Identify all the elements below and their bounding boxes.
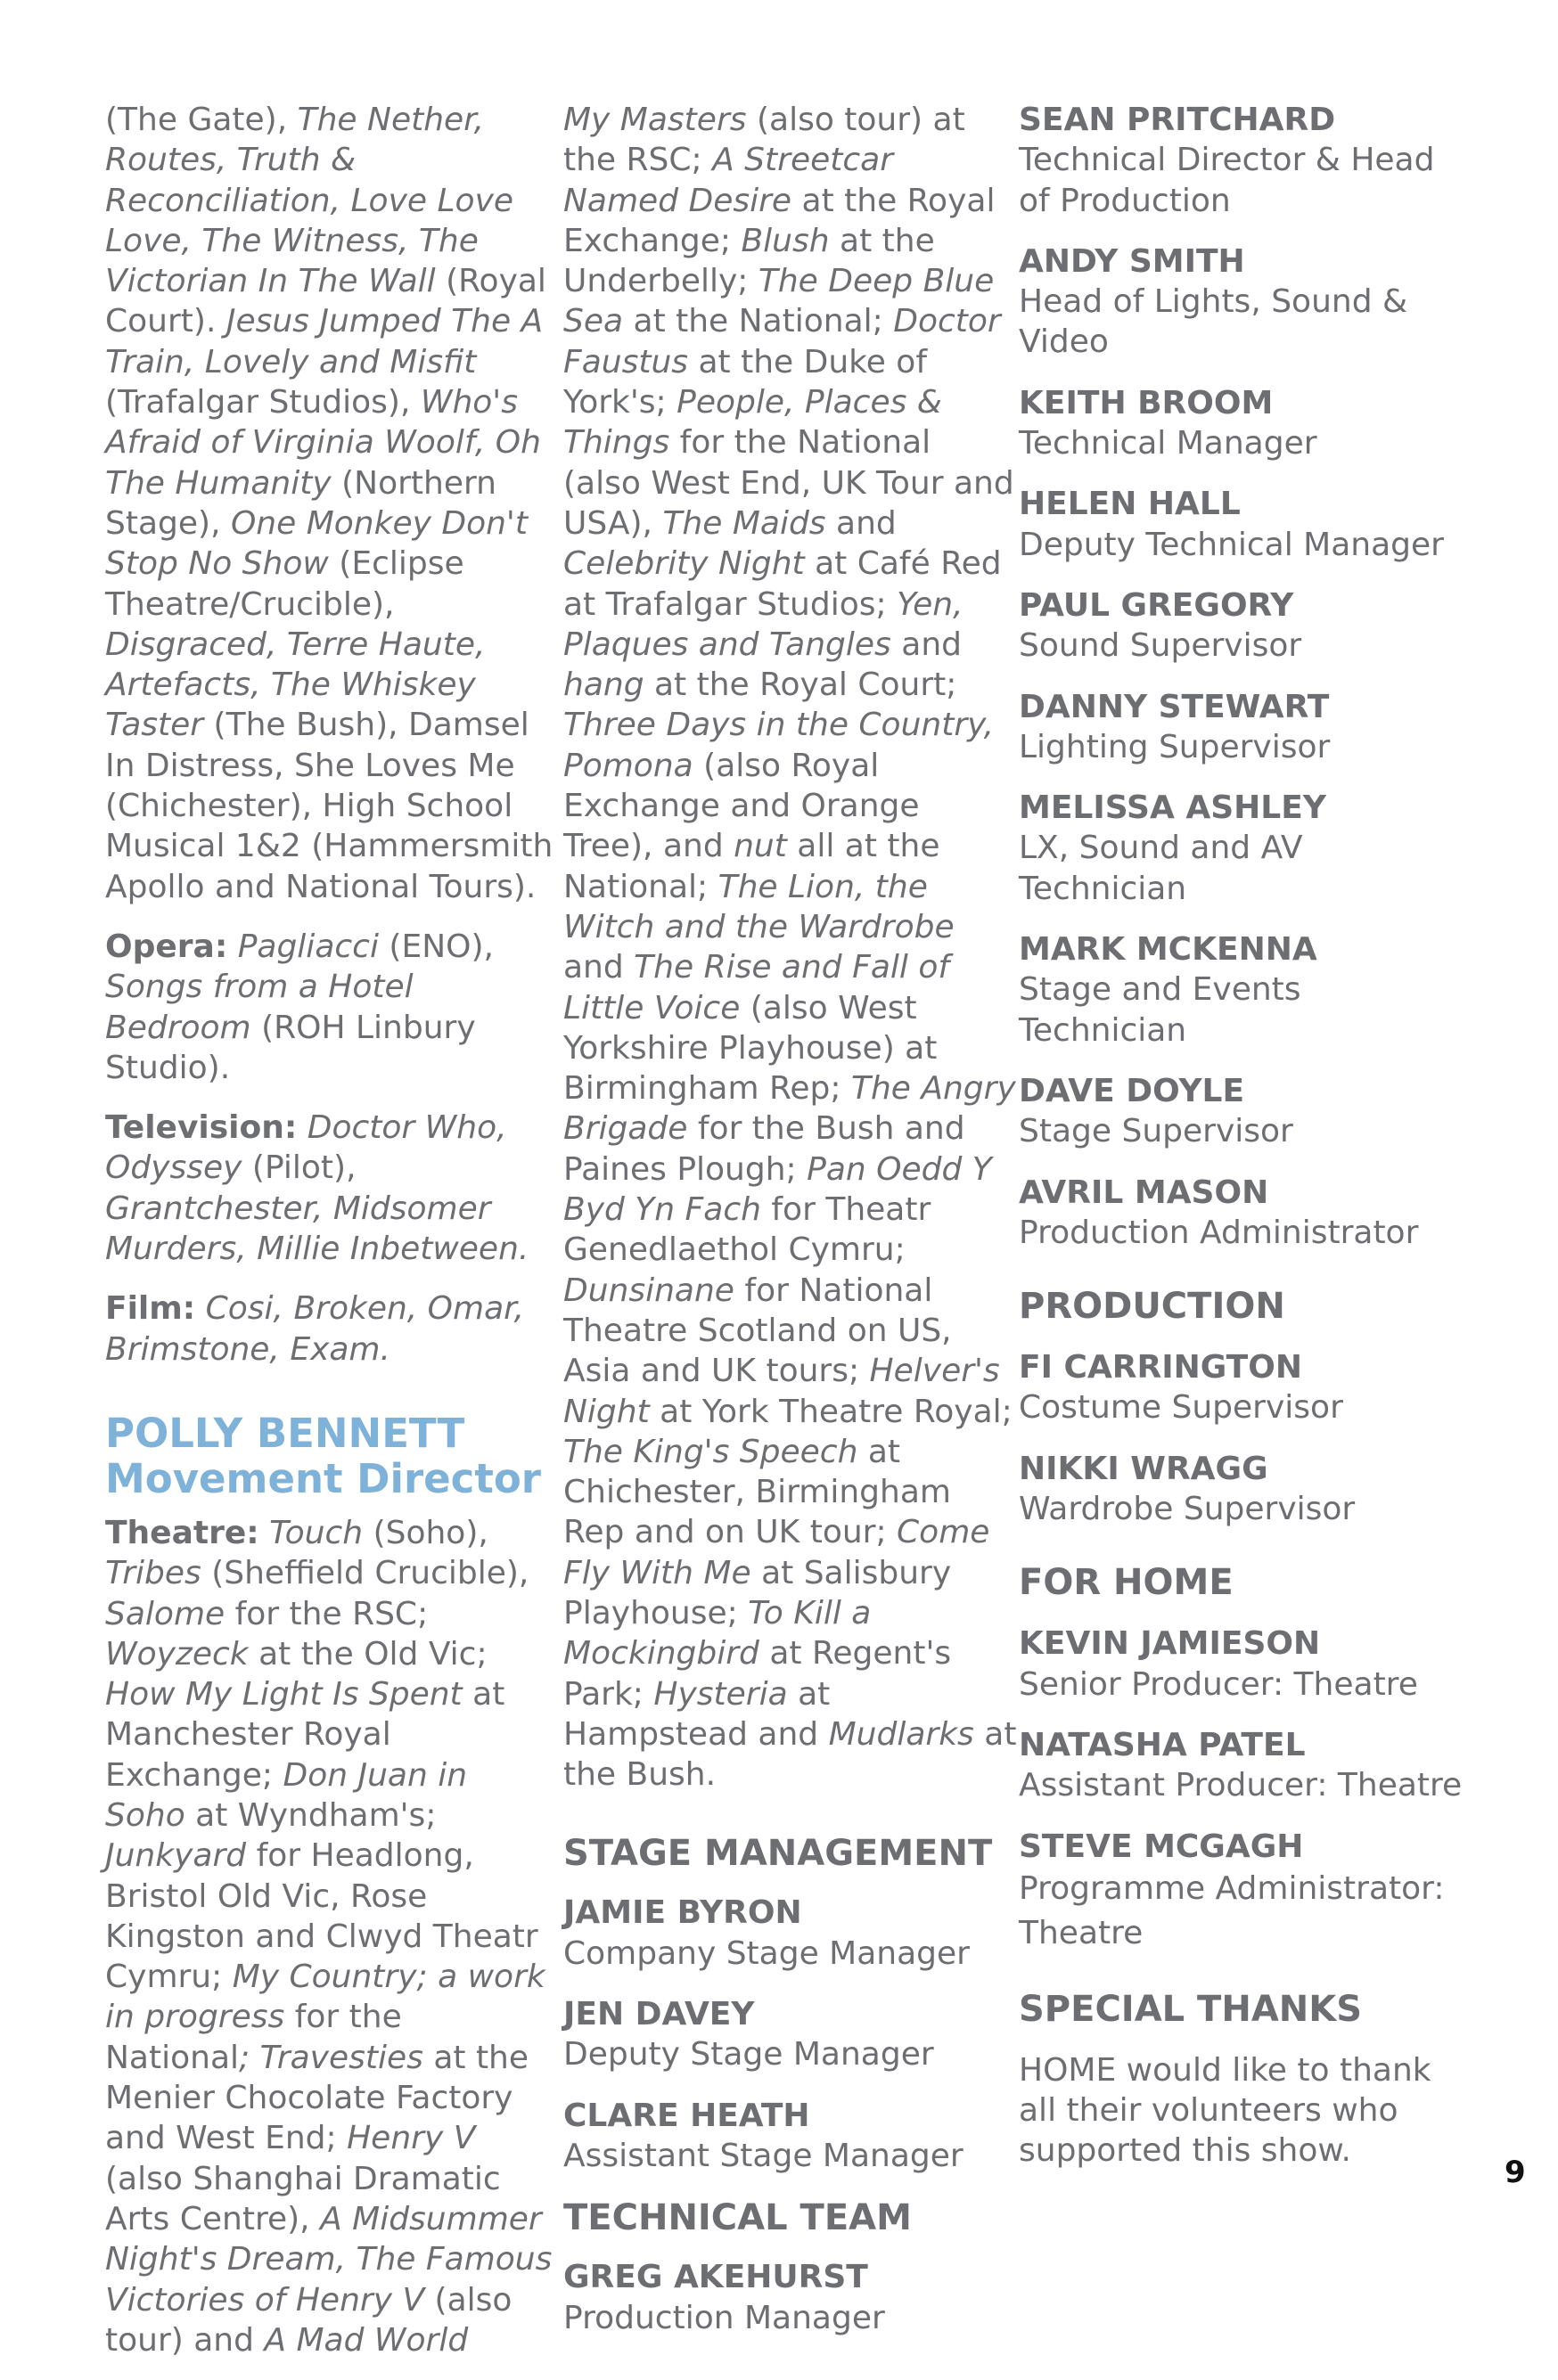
credit-text: at Manchester Royal Exchange; — [105, 1676, 505, 1794]
staff-role: Stage Supervisor — [1019, 1113, 1293, 1150]
staff-role: Deputy Technical Manager — [1019, 526, 1444, 563]
credit-text: (Trafalgar Studios), — [105, 384, 421, 421]
staff-role: Programme Administrator: Theatre — [1019, 1869, 1445, 1951]
credit-text: at Café Red at Trafalgar Studios; — [563, 545, 1002, 623]
credit-title: Blush — [741, 222, 830, 259]
staff-role: Company Stage Manager — [563, 1934, 970, 1972]
credit-title: The King's Speech — [563, 1433, 858, 1470]
staff-role: Stage and Events Technician — [1019, 971, 1301, 1049]
credit-text: for National Theatre Scotland on US, Asia and UK tours; — [563, 1272, 952, 1390]
credit-title: Woyzeck — [105, 1635, 249, 1673]
credit-title: Salome — [105, 1595, 226, 1632]
staff-entry — [1019, 585, 1469, 667]
staff-role: Deputy Stage Manager — [563, 2036, 934, 2073]
staff-role: Costume Supervisor — [1019, 1389, 1343, 1427]
staff-entry — [1019, 1827, 1469, 1956]
column-3 — [1019, 100, 1469, 2171]
credit-title: hang — [563, 667, 644, 704]
staff-entry — [1019, 929, 1469, 1051]
credit-text: (also tour) and — [105, 2281, 512, 2359]
staff-name: HELEN HALL — [1019, 486, 1241, 523]
credit-text: at Regent's Park; — [563, 1635, 952, 1713]
staff-name: JEN DAVEY — [563, 1996, 755, 2033]
credit-text: for the National (also West End, UK Tour and USA), — [563, 424, 1014, 542]
staff-name: AVRIL MASON — [1019, 1174, 1269, 1211]
credit-text: (Royal Court). — [105, 263, 546, 340]
staff-entry — [563, 2096, 1018, 2177]
credit-title: The Nether, Routes, Truth & Reconciliation, Love Love Love, The Witness, The Victorian In The Wall — [105, 102, 514, 300]
credit-title: The Rise and Fall of Little Voice — [563, 949, 950, 1026]
credit-text: for the Bush and Paines Plough; — [563, 1110, 965, 1188]
credit-title: The Deep Blue Sea — [563, 263, 995, 340]
credit-text: at Salisbury Playhouse; — [563, 1554, 952, 1632]
credit-text: for Theatr Genedlaethol Cymru; — [563, 1191, 931, 1269]
special-thanks-section — [1019, 1988, 1469, 2171]
theatre-credits — [105, 1513, 555, 2360]
staff-role: Assistant Producer: Theatre — [1019, 1767, 1463, 1804]
credit-title: A Streetcar Named Desire — [563, 142, 894, 219]
credit-text: for the National — [105, 1999, 402, 2076]
credit-label: Television: — [105, 1109, 298, 1147]
credit-text: at the Menier Chocolate Factory and West End; — [105, 2039, 529, 2157]
credit-text — [259, 1515, 269, 1551]
credit-text: at the Royal Exchange; — [563, 182, 996, 259]
credit-title: A Mad World — [264, 2321, 469, 2359]
staff-entry — [1019, 383, 1469, 464]
person-heading — [105, 1411, 555, 1501]
staff-name: MARK MCKENNA — [1019, 931, 1317, 969]
credit-text: (The Gate), — [105, 102, 298, 138]
credit-title: Pan Oedd Y Byd Yn Fach — [563, 1150, 992, 1229]
credit-text: (Northern Stage), — [105, 464, 496, 542]
staff-entry — [1019, 788, 1469, 909]
credit-title: The Maids — [662, 504, 826, 542]
staff-name: KEITH BROOM — [1019, 384, 1274, 421]
credit-text: (Eclipse Theatre/Crucible), — [105, 545, 464, 623]
staff-role: Production Administrator — [1019, 1214, 1419, 1251]
credit-text: at Chichester, Birmingham Rep and on UK tour; — [563, 1433, 951, 1551]
person-name: POLLY BENNETT — [105, 1409, 465, 1457]
credit-title: Helver's Night — [563, 1353, 1000, 1430]
credit-label: Theatre: — [105, 1514, 259, 1551]
section-heading: PRODUCTION — [1019, 1286, 1285, 1328]
credit-title: My Masters — [563, 102, 747, 138]
staff-role: Technical Manager — [1019, 425, 1317, 462]
stage-management-section — [563, 1832, 1018, 2176]
staff-entry — [1019, 100, 1469, 221]
for-home-section — [1019, 1561, 1469, 1955]
credit-title: Come Fly With Me — [563, 1514, 990, 1591]
staff-entry — [1019, 1623, 1469, 1705]
staff-entry — [1019, 1449, 1469, 1530]
person-role: Movement Director — [105, 1454, 541, 1502]
credit-text — [297, 1109, 307, 1146]
credit-title: Songs from a Hotel Bedroom — [105, 969, 414, 1046]
credit-title: Hysteria — [653, 1675, 788, 1713]
film-credits — [105, 1288, 555, 1370]
opera-credits — [105, 927, 555, 1088]
credit-title: Henry V — [347, 2120, 476, 2157]
credit-text: at the National; — [623, 303, 894, 340]
staff-entry — [1019, 484, 1469, 565]
credit-text: and — [890, 626, 962, 663]
credit-title: ; Travesties — [239, 2039, 423, 2076]
credit-text: and — [825, 504, 897, 542]
staff-entry — [563, 2257, 1018, 2338]
staff-role: Wardrobe Supervisor — [1019, 1491, 1356, 1528]
credit-title: Grantchester, Midsomer Murders, Millie Inbetween. — [105, 1190, 529, 1268]
section-heading: TECHNICAL TEAM — [563, 2197, 912, 2239]
production-section — [1019, 1285, 1469, 1529]
staff-name: NIKKI WRAGG — [1019, 1450, 1268, 1487]
staff-name: SEAN PRITCHARD — [1019, 102, 1336, 138]
credit-title: Pagliacci — [237, 928, 379, 965]
special-thanks-text: HOME would like to thank all their volunteers who supported this show. — [1019, 2051, 1431, 2170]
credit-title: nut — [734, 828, 787, 865]
credit-title: Cosi, Broken, Omar, Brimstone, Exam. — [105, 1290, 525, 1368]
credit-text: (ENO), — [378, 928, 494, 965]
credit-text: for the RSC; — [225, 1595, 429, 1632]
credit-text: at the Underbelly; — [563, 222, 935, 300]
credit-text: (Sheffield Crucible), — [201, 1555, 529, 1592]
staff-role: Head of Lights, Sound & Video — [1019, 283, 1408, 361]
staff-name: STEVE MCGAGH — [1019, 1828, 1304, 1865]
credit-title: Disgraced, Terre Haute, Artefacts, The Whiskey Taster — [105, 626, 486, 744]
credit-title: To Kill a Mockingbird — [563, 1594, 872, 1673]
credit-text: (Soho), — [363, 1514, 488, 1551]
credits-continued — [563, 100, 1018, 1795]
staff-name: JAMIE BYRON — [563, 1894, 802, 1932]
staff-role: Sound Supervisor — [1019, 627, 1302, 665]
credit-text: at the Old Vic; — [248, 1635, 488, 1673]
credit-label: Opera: — [105, 928, 228, 965]
credit-title: Jesus Jumped The A Train, Lovely and Misfit — [105, 303, 544, 380]
credit-text: (The Bush), Damsel In Distress, She Loves Me (Chichester), High School Musical 1&2 (Hammersmith Apollo and National Tours). — [105, 707, 554, 905]
column-1 — [105, 100, 555, 2380]
credit-title: How My Light Is Spent — [105, 1676, 463, 1713]
credits-continued — [105, 100, 555, 907]
staff-name: KEVIN JAMIESON — [1019, 1625, 1321, 1663]
credit-title: Who's Afraid of Virginia Woolf, Oh The Humanity — [105, 384, 541, 502]
credit-title: My Country; a work in progress — [105, 1959, 545, 2036]
staff-name: ANDY SMITH — [1019, 242, 1245, 280]
staff-entry — [1019, 1725, 1469, 1806]
credit-text — [195, 1290, 205, 1327]
credit-title: Tribes — [105, 1555, 201, 1592]
credit-title: Yen, Plaques and Tangles — [563, 585, 964, 663]
section-heading: STAGE MANAGEMENT — [563, 1833, 993, 1875]
credit-title: People, Places & Things — [563, 384, 942, 462]
staff-name: FI CARRINGTON — [1019, 1349, 1302, 1386]
credit-title: Don Juan in Soho — [105, 1756, 468, 1834]
technical-team-section — [563, 2196, 1018, 2338]
credit-title: Three Days in the Country, Pomona — [563, 707, 995, 784]
staff-name: CLARE HEATH — [563, 2097, 810, 2134]
staff-role: LX, Sound and AV Technician — [1019, 830, 1303, 907]
credit-text: at the Bush. — [563, 1715, 1017, 1794]
staff-entry — [563, 1893, 1018, 1974]
credit-title: Touch — [269, 1514, 364, 1551]
credit-title: Mudlarks — [828, 1715, 974, 1753]
staff-entry — [1019, 1071, 1469, 1152]
staff-entry — [1019, 687, 1469, 768]
credit-text: at York Theatre Royal; — [649, 1393, 1013, 1430]
staff-name: GREG AKEHURST — [563, 2259, 868, 2296]
technical-staff-list — [1019, 100, 1469, 1253]
credit-text: at the Duke of York's; — [563, 343, 928, 421]
credit-text: at Wyndham's; — [184, 1796, 437, 1834]
staff-role: Lighting Supervisor — [1019, 728, 1331, 765]
credit-text: at Hampstead and — [563, 1675, 831, 1753]
page-number: 9 — [1505, 2155, 1526, 2190]
credit-title: Celebrity Night — [563, 545, 805, 583]
credit-title: Doctor Faustus — [563, 303, 1001, 380]
staff-name: NATASHA PATEL — [1019, 1726, 1306, 1763]
staff-role: Senior Producer: Theatre — [1019, 1665, 1418, 1703]
staff-name: DAVE DOYLE — [1019, 1072, 1245, 1109]
credit-text: and — [563, 949, 635, 986]
credit-title: Doctor Who, Odyssey — [105, 1109, 507, 1187]
section-heading: SPECIAL THANKS — [1019, 1988, 1363, 2030]
staff-entry — [563, 1994, 1018, 2075]
credit-title: A Midsummer Night's Dream, The Famous Victories of Henry V — [105, 2200, 553, 2319]
credit-text: (also Shanghai Dramatic Arts Centre), — [105, 2160, 501, 2237]
credit-text: (also tour) at the RSC; — [563, 102, 965, 179]
staff-name: PAUL GREGORY — [1019, 586, 1294, 624]
credit-text: all at the National; — [563, 828, 940, 905]
credit-title: The Angry Brigade — [563, 1070, 1016, 1148]
staff-entry — [1019, 1347, 1469, 1428]
section-heading: FOR HOME — [1019, 1562, 1234, 1604]
staff-entry — [1019, 241, 1469, 363]
credit-label: Film: — [105, 1290, 196, 1328]
staff-name: MELISSA ASHLEY — [1019, 789, 1326, 827]
credit-text: (Pilot), — [242, 1149, 357, 1187]
credit-text: at the Royal Court; — [644, 667, 957, 704]
television-credits — [105, 1108, 555, 1269]
staff-entry — [1019, 1173, 1469, 1254]
credit-title: Dunsinane — [563, 1272, 734, 1309]
credit-text — [227, 928, 237, 965]
credit-title: Junkyard — [105, 1837, 247, 1875]
credit-title: One Monkey Don't Stop No Show — [105, 504, 528, 583]
credit-text: (also West Yorkshire Playhouse) at Birmingham Rep; — [563, 989, 938, 1108]
staff-name: DANNY STEWART — [1019, 688, 1330, 725]
credit-title: The Lion, the Witch and the Wardrobe — [563, 868, 955, 945]
column-2 — [563, 100, 1018, 2359]
staff-role: Production Manager — [563, 2299, 885, 2336]
credit-text: for Headlong, Bristol Old Vic, Rose Kingston and Clwyd Theatr Cymru; — [105, 1837, 538, 1996]
staff-role: Technical Director & Head of Production — [1019, 142, 1435, 219]
staff-role: Assistant Stage Manager — [563, 2137, 964, 2174]
credit-text: (also Royal Exchange and Orange Tree), and — [563, 747, 920, 865]
credit-text: (ROH Linbury Studio). — [105, 1009, 476, 1086]
